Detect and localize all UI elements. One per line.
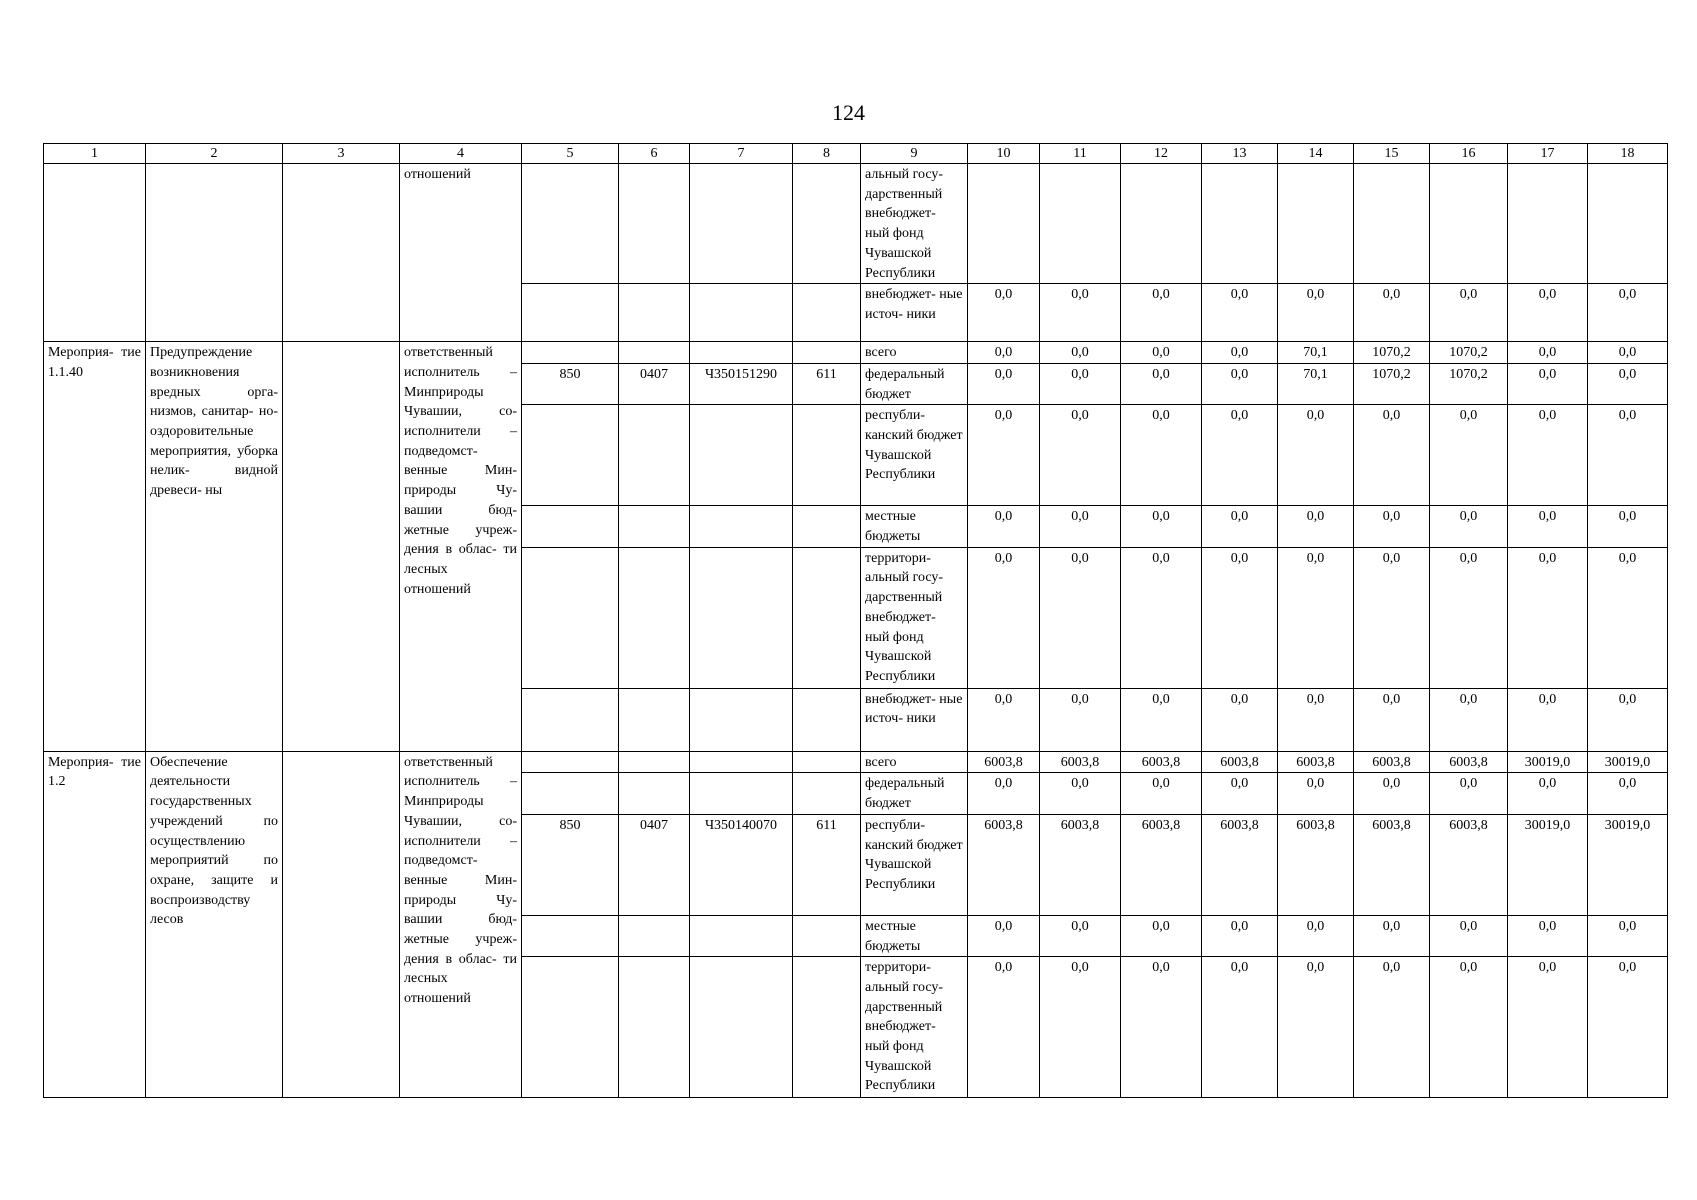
section-code-cell bbox=[619, 915, 690, 956]
grbs-code-cell bbox=[522, 547, 619, 688]
value-cell: 6003,8 bbox=[968, 751, 1040, 773]
grbs-code-cell bbox=[522, 957, 619, 1098]
funding-source-cell: федеральный бюджет bbox=[861, 363, 968, 404]
value-cell: 0,0 bbox=[1202, 688, 1278, 751]
value-cell: 1070,2 bbox=[1430, 363, 1508, 404]
section-code-cell: 0407 bbox=[619, 363, 690, 404]
section-code-cell bbox=[619, 405, 690, 506]
value-cell: 0,0 bbox=[1202, 547, 1278, 688]
value-cell: 6003,8 bbox=[1278, 814, 1354, 915]
funding-source-cell: территори- альный госу- дарственный внебюджет- ный фонд Чувашской Республики bbox=[861, 957, 968, 1098]
funding-source-cell: всего bbox=[861, 751, 968, 773]
value-cell: 0,0 bbox=[1040, 284, 1121, 342]
table-row bbox=[44, 164, 1668, 284]
value-cell: 6003,8 bbox=[1430, 814, 1508, 915]
target-article-cell bbox=[690, 284, 793, 342]
value-cell: 0,0 bbox=[968, 915, 1040, 956]
value-cell: 0,0 bbox=[1588, 957, 1668, 1098]
value-cell: 0,0 bbox=[1508, 915, 1588, 956]
value-cell: 0,0 bbox=[1588, 284, 1668, 342]
value-cell: 0,0 bbox=[1040, 773, 1121, 814]
value-cell: 0,0 bbox=[1354, 688, 1430, 751]
expense-type-cell bbox=[793, 164, 861, 284]
value-cell: 0,0 bbox=[968, 688, 1040, 751]
target-article-cell bbox=[690, 342, 793, 364]
value-cell: 0,0 bbox=[1278, 915, 1354, 956]
grbs-code-cell bbox=[522, 773, 619, 814]
value-cell: 0,0 bbox=[1588, 405, 1668, 506]
value-cell: 0,0 bbox=[1202, 915, 1278, 956]
value-cell: 0,0 bbox=[1354, 506, 1430, 547]
value-cell: 0,0 bbox=[968, 405, 1040, 506]
section-code-cell bbox=[619, 164, 690, 284]
value-cell: 0,0 bbox=[968, 773, 1040, 814]
value-cell bbox=[1121, 164, 1202, 284]
target-article-cell bbox=[690, 164, 793, 284]
value-cell: 0,0 bbox=[1588, 506, 1668, 547]
value-cell: 6003,8 bbox=[1354, 814, 1430, 915]
value-cell: 0,0 bbox=[1430, 773, 1508, 814]
value-cell: 0,0 bbox=[1121, 284, 1202, 342]
section-code-cell bbox=[619, 751, 690, 773]
measure-number-cell: Мероприя- тие 1.2 bbox=[44, 751, 146, 1098]
target-article-cell bbox=[690, 915, 793, 956]
expense-type-cell: 611 bbox=[793, 814, 861, 915]
header-cell: 7 bbox=[690, 144, 793, 164]
budget-table bbox=[43, 143, 1668, 1098]
value-cell: 0,0 bbox=[1430, 506, 1508, 547]
header-cell: 2 bbox=[146, 144, 283, 164]
value-cell bbox=[1278, 164, 1354, 284]
value-cell: 0,0 bbox=[1040, 405, 1121, 506]
value-cell: 0,0 bbox=[1354, 915, 1430, 956]
target-article-cell: Ч350151290 bbox=[690, 363, 793, 404]
value-cell: 6003,8 bbox=[1430, 751, 1508, 773]
value-cell: 6003,8 bbox=[1040, 751, 1121, 773]
value-cell: 6003,8 bbox=[1040, 814, 1121, 915]
value-cell: 30019,0 bbox=[1588, 751, 1668, 773]
grbs-code-cell bbox=[522, 405, 619, 506]
section-code-cell bbox=[619, 342, 690, 364]
value-cell bbox=[1588, 164, 1668, 284]
header-cell: 14 bbox=[1278, 144, 1354, 164]
value-cell: 0,0 bbox=[1202, 342, 1278, 364]
grbs-code-cell: 850 bbox=[522, 363, 619, 404]
table-row bbox=[44, 342, 1668, 364]
header-cell: 8 bbox=[793, 144, 861, 164]
value-cell: 0,0 bbox=[1040, 688, 1121, 751]
value-cell: 0,0 bbox=[1508, 547, 1588, 688]
expense-type-cell bbox=[793, 405, 861, 506]
expense-type-cell: 611 bbox=[793, 363, 861, 404]
grbs-code-cell bbox=[522, 688, 619, 751]
value-cell: 0,0 bbox=[1430, 957, 1508, 1098]
value-cell: 0,0 bbox=[968, 957, 1040, 1098]
value-cell: 0,0 bbox=[1354, 773, 1430, 814]
measure-name-cell: Предупреждение возникновения вредных орга- низмов, санитар- но- оздоровительные мероприятия, уборка нелик- видной древеси- ны bbox=[146, 342, 283, 752]
header-cell: 17 bbox=[1508, 144, 1588, 164]
value-cell: 0,0 bbox=[1354, 284, 1430, 342]
value-cell: 0,0 bbox=[1508, 506, 1588, 547]
value-cell: 70,1 bbox=[1278, 363, 1354, 404]
value-cell: 0,0 bbox=[1508, 284, 1588, 342]
grbs-code-cell bbox=[522, 506, 619, 547]
header-cell: 15 bbox=[1354, 144, 1430, 164]
grbs-code-cell bbox=[522, 284, 619, 342]
value-cell: 0,0 bbox=[1121, 363, 1202, 404]
funding-source-cell: внебюджет- ные источ- ники bbox=[861, 688, 968, 751]
section-code-cell bbox=[619, 547, 690, 688]
value-cell: 0,0 bbox=[1121, 688, 1202, 751]
value-cell: 30019,0 bbox=[1588, 814, 1668, 915]
funding-source-cell: местные бюджеты bbox=[861, 506, 968, 547]
target-article-cell: Ч350140070 bbox=[690, 814, 793, 915]
target-article-cell bbox=[690, 751, 793, 773]
header-cell: 3 bbox=[283, 144, 400, 164]
header-cell: 4 bbox=[400, 144, 522, 164]
funding-source-cell: всего bbox=[861, 342, 968, 364]
value-cell: 0,0 bbox=[1202, 284, 1278, 342]
value-cell: 0,0 bbox=[968, 547, 1040, 688]
target-article-cell bbox=[690, 405, 793, 506]
section-code-cell bbox=[619, 688, 690, 751]
table-body bbox=[44, 144, 1668, 1098]
target-article-cell bbox=[690, 547, 793, 688]
value-cell: 0,0 bbox=[1508, 363, 1588, 404]
funding-source-cell: федеральный бюджет bbox=[861, 773, 968, 814]
expense-type-cell bbox=[793, 547, 861, 688]
value-cell: 0,0 bbox=[1278, 284, 1354, 342]
grbs-code-cell bbox=[522, 342, 619, 364]
value-cell: 0,0 bbox=[1278, 688, 1354, 751]
value-cell: 0,0 bbox=[1354, 405, 1430, 506]
header-cell: 16 bbox=[1430, 144, 1508, 164]
value-cell: 0,0 bbox=[1588, 773, 1668, 814]
value-cell: 0,0 bbox=[1040, 547, 1121, 688]
measure-name-cell: Обеспечение деятельности государственных учреждений по осуществлению мероприятий по охране, защите и воспроизводству лесов bbox=[146, 751, 283, 1098]
grbs-code-cell bbox=[522, 915, 619, 956]
value-cell: 0,0 bbox=[1202, 506, 1278, 547]
target-article-cell bbox=[690, 957, 793, 1098]
expense-type-cell bbox=[793, 957, 861, 1098]
value-cell bbox=[1040, 164, 1121, 284]
value-cell: 0,0 bbox=[1202, 405, 1278, 506]
header-cell: 6 bbox=[619, 144, 690, 164]
value-cell: 0,0 bbox=[1430, 405, 1508, 506]
value-cell: 0,0 bbox=[1588, 547, 1668, 688]
value-cell: 6003,8 bbox=[1202, 814, 1278, 915]
value-cell: 0,0 bbox=[1121, 506, 1202, 547]
value-cell: 30019,0 bbox=[1508, 814, 1588, 915]
expense-type-cell bbox=[793, 342, 861, 364]
target-article-cell bbox=[690, 688, 793, 751]
value-cell: 6003,8 bbox=[1121, 814, 1202, 915]
value-cell bbox=[1508, 164, 1588, 284]
section-code-cell bbox=[619, 284, 690, 342]
executor-cell: ответственный исполнитель – Минприроды Чувашии, со- исполнители – подведомст- венные Мин- природы Чу- вашии бюд- жетные учреж- дения в облас- ти лесных отношений bbox=[400, 342, 522, 752]
expense-type-cell bbox=[793, 688, 861, 751]
measure-name-cell bbox=[146, 164, 283, 342]
section-code-cell: 0407 bbox=[619, 814, 690, 915]
measure-number-cell bbox=[44, 164, 146, 342]
funding-source-cell: республи- канский бюджет Чувашской Республики bbox=[861, 814, 968, 915]
value-cell: 0,0 bbox=[1121, 957, 1202, 1098]
funding-source-cell: республи- канский бюджет Чувашской Республики bbox=[861, 405, 968, 506]
value-cell: 0,0 bbox=[1430, 915, 1508, 956]
value-cell: 0,0 bbox=[1278, 547, 1354, 688]
value-cell: 0,0 bbox=[1508, 773, 1588, 814]
value-cell bbox=[1430, 164, 1508, 284]
funding-source-cell: внебюджет- ные источ- ники bbox=[861, 284, 968, 342]
value-cell: 0,0 bbox=[1588, 915, 1668, 956]
target-article-cell bbox=[690, 506, 793, 547]
grbs-code-cell bbox=[522, 164, 619, 284]
funding-source-cell: местные бюджеты bbox=[861, 915, 968, 956]
value-cell bbox=[1354, 164, 1430, 284]
value-cell: 0,0 bbox=[968, 342, 1040, 364]
grbs-code-cell bbox=[522, 751, 619, 773]
expense-type-cell bbox=[793, 506, 861, 547]
value-cell: 30019,0 bbox=[1508, 751, 1588, 773]
value-cell: 0,0 bbox=[1354, 547, 1430, 688]
participant-cell bbox=[283, 164, 400, 342]
value-cell: 1070,2 bbox=[1354, 342, 1430, 364]
value-cell: 6003,8 bbox=[1202, 751, 1278, 773]
value-cell: 0,0 bbox=[1508, 342, 1588, 364]
participant-cell bbox=[283, 751, 400, 1098]
value-cell: 0,0 bbox=[1278, 773, 1354, 814]
header-cell: 18 bbox=[1588, 144, 1668, 164]
page-number: 124 bbox=[832, 100, 865, 125]
value-cell: 0,0 bbox=[968, 284, 1040, 342]
value-cell: 0,0 bbox=[1040, 363, 1121, 404]
grbs-code-cell: 850 bbox=[522, 814, 619, 915]
value-cell: 6003,8 bbox=[968, 814, 1040, 915]
value-cell: 0,0 bbox=[1278, 957, 1354, 1098]
value-cell: 70,1 bbox=[1278, 342, 1354, 364]
value-cell: 0,0 bbox=[1430, 284, 1508, 342]
value-cell: 0,0 bbox=[1040, 957, 1121, 1098]
header-cell: 9 bbox=[861, 144, 968, 164]
value-cell: 0,0 bbox=[1040, 915, 1121, 956]
section-code-cell bbox=[619, 773, 690, 814]
value-cell: 0,0 bbox=[1202, 773, 1278, 814]
header-cell: 12 bbox=[1121, 144, 1202, 164]
value-cell: 0,0 bbox=[1278, 506, 1354, 547]
value-cell bbox=[968, 164, 1040, 284]
value-cell: 0,0 bbox=[1121, 342, 1202, 364]
value-cell: 0,0 bbox=[1430, 547, 1508, 688]
value-cell: 6003,8 bbox=[1121, 751, 1202, 773]
value-cell: 0,0 bbox=[1040, 506, 1121, 547]
participant-cell bbox=[283, 342, 400, 752]
header-cell: 1 bbox=[44, 144, 146, 164]
target-article-cell bbox=[690, 773, 793, 814]
value-cell: 0,0 bbox=[1508, 957, 1588, 1098]
value-cell: 0,0 bbox=[1354, 957, 1430, 1098]
value-cell: 0,0 bbox=[1588, 688, 1668, 751]
value-cell: 6003,8 bbox=[1278, 751, 1354, 773]
funding-source-cell: альный госу- дарственный внебюджет- ный фонд Чувашской Республики bbox=[861, 164, 968, 284]
section-code-cell bbox=[619, 957, 690, 1098]
value-cell bbox=[1202, 164, 1278, 284]
value-cell: 1070,2 bbox=[1430, 342, 1508, 364]
value-cell: 0,0 bbox=[1508, 405, 1588, 506]
header-cell: 11 bbox=[1040, 144, 1121, 164]
header-cell: 5 bbox=[522, 144, 619, 164]
value-cell: 0,0 bbox=[1202, 363, 1278, 404]
value-cell: 0,0 bbox=[1588, 363, 1668, 404]
funding-source-cell: территори- альный госу- дарственный внебюджет- ный фонд Чувашской Республики bbox=[861, 547, 968, 688]
measure-number-cell: Мероприя- тие 1.1.40 bbox=[44, 342, 146, 752]
header-cell: 13 bbox=[1202, 144, 1278, 164]
executor-cell: ответственный исполнитель – Минприроды Чувашии, со- исполнители – подведомст- венные Мин- природы Чу- вашии бюд- жетные учреж- дения в облас- ти лесных отношений bbox=[400, 751, 522, 1098]
header-cell: 10 bbox=[968, 144, 1040, 164]
expense-type-cell bbox=[793, 915, 861, 956]
section-code-cell bbox=[619, 506, 690, 547]
value-cell: 0,0 bbox=[1278, 405, 1354, 506]
value-cell: 0,0 bbox=[1121, 547, 1202, 688]
value-cell: 0,0 bbox=[1430, 688, 1508, 751]
value-cell: 0,0 bbox=[1202, 957, 1278, 1098]
value-cell: 0,0 bbox=[1588, 342, 1668, 364]
value-cell: 0,0 bbox=[1121, 915, 1202, 956]
executor-cell: отношений bbox=[400, 164, 522, 342]
expense-type-cell bbox=[793, 773, 861, 814]
expense-type-cell bbox=[793, 751, 861, 773]
value-cell: 0,0 bbox=[1040, 342, 1121, 364]
value-cell: 0,0 bbox=[1121, 405, 1202, 506]
value-cell: 0,0 bbox=[1508, 688, 1588, 751]
expense-type-cell bbox=[793, 284, 861, 342]
table-row bbox=[44, 751, 1668, 773]
value-cell: 0,0 bbox=[1121, 773, 1202, 814]
value-cell: 6003,8 bbox=[1354, 751, 1430, 773]
value-cell: 1070,2 bbox=[1354, 363, 1430, 404]
value-cell: 0,0 bbox=[968, 506, 1040, 547]
header-row bbox=[44, 144, 1668, 164]
value-cell: 0,0 bbox=[968, 363, 1040, 404]
